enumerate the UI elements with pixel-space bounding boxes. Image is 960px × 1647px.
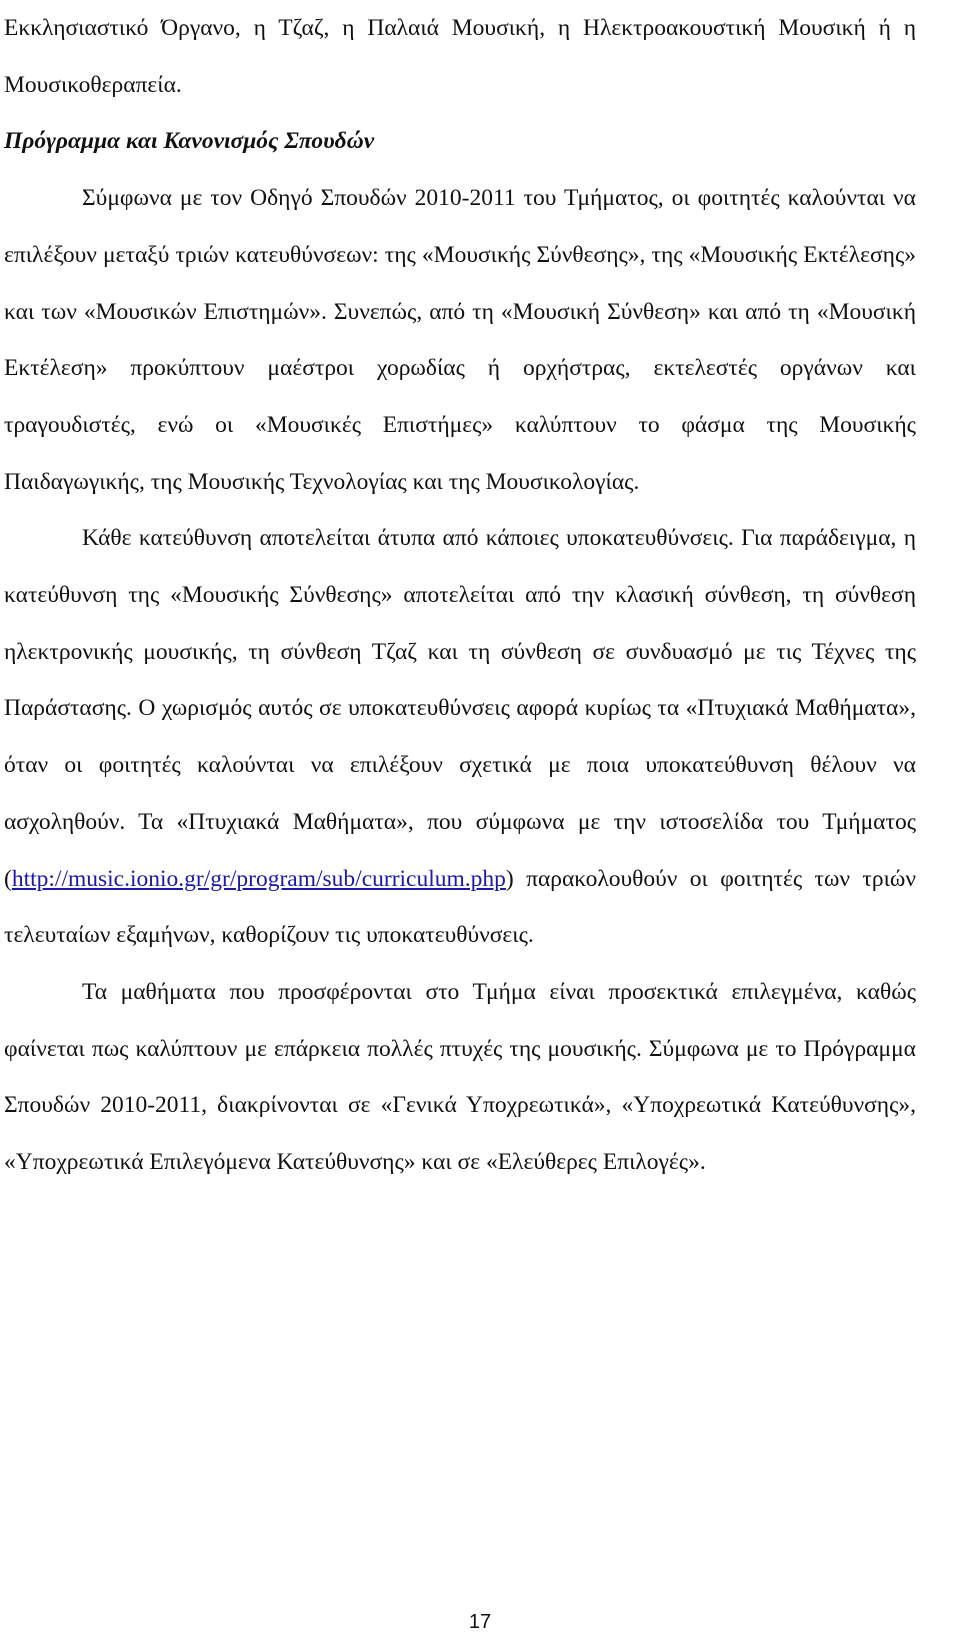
paragraph-subdirections-text-before: Κάθε κατεύθυνση αποτελείται άτυπα από κάποιες υποκατευθύνσεις. Για παράδειγμα, η κατεύθυνση της «Μουσικής Σύνθεσης» αποτελείται από την κλασική σύνθεση, τη σύνθεση ηλεκτρονικής μουσικής, τη σύνθεση Τζαζ και τη σύνθεση σε συνδυασμό με τις Τέχνες της Παράστασης. Ο χωρισμός αυτός σε υποκατευθύνσεις αφορά κυρίως τα «Πτυχιακά Μαθήματα», όταν οι φοιτητές καλούνται να επιλέξουν σχετικά με ποια υποκατεύθυνση θέλουν να ασχοληθούν. Τα «Πτυχιακά Μαθήματα», που σύμφωνα με την ιστοσελίδα του Τμήματος ( xyxy=(4,525,916,892)
paragraph-subdirections xyxy=(4,510,916,964)
paragraph-study-guide: Σύμφωνα με τον Οδηγό Σπουδών 2010-2011 του Τμήματος, οι φοιτητές καλούνται να επιλέξουν μεταξύ τριών κατευθύνσεων: της «Μουσικής Σύνθεσης», της «Μουσικής Εκτέλεσης» και των «Μουσικών Επιστημών». Συνεπώς, από τη «Μουσική Σύνθεση» και από τη «Μουσική Εκτέλεση» προκύπτουν μαέστροι χορωδίας ή ορχήστρας, εκτελεστές οργάνων και τραγουδιστές, ενώ οι «Μουσικές Επιστήμες» καλύπτουν το φάσμα της Μουσικής Παιδαγωγικής, της Μουσικής Τεχνολογίας και της Μουσικολογίας. xyxy=(4,185,916,495)
page-number: 17 xyxy=(468,1611,492,1633)
section-heading: Πρόγραμμα και Κανονισμός Σπουδών xyxy=(4,128,375,155)
paragraph-subdirections-text-after: ) παρακολουθούν οι φοιτητές των τριών τελευταίων εξαμήνων, καθορίζουν τις υποκατευθύνσεις. xyxy=(4,865,916,949)
body-text xyxy=(4,0,916,1191)
curriculum-link[interactable]: http://music.ionio.gr/gr/program/sub/curriculum.php xyxy=(11,865,506,892)
paragraph-continued: Εκκλησιαστικό Όργανο, η Τζαζ, η Παλαιά Μουσική, η Ηλεκτροακουστική Μουσική ή η Μουσικοθεραπεία. xyxy=(4,15,916,98)
paragraph-courses: Τα μαθήματα που προσφέρονται στο Τμήμα είναι προσεκτικά επιλεγμένα, καθώς φαίνεται πως καλύπτουν με επάρκεια πολλές πτυχές της μουσικής. Σύμφωνα με το Πρόγραμμα Σπουδών 2010-2011, διακρίνονται σε «Γενικά Υποχρεωτικά», «Υποχρεωτικά Κατεύθυνσης», «Υποχρεωτικά Επιλεγόμενα Κατεύθυνσης» και σε «Ελεύθερες Επιλογές». xyxy=(4,978,916,1176)
